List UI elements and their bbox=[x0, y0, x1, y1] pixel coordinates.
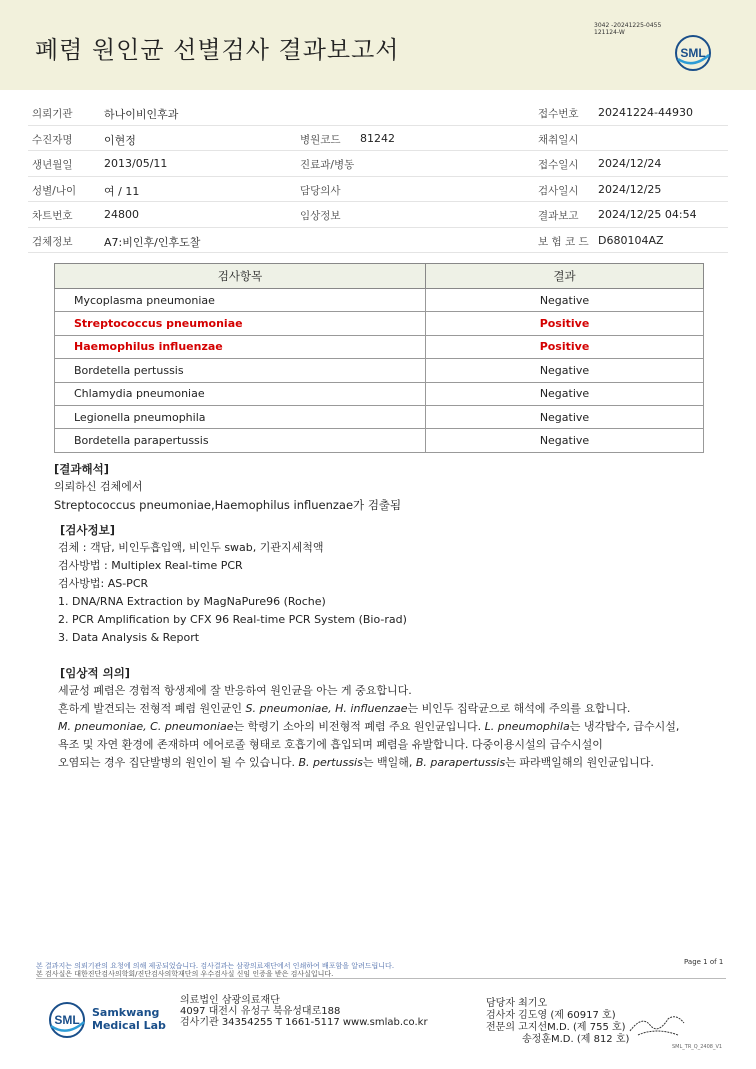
clinical-text: 는 학령기 소아의 비전형적 폐렴 주요 원인균입니다. bbox=[233, 720, 485, 733]
info-value: A7:비인후/인후도찰 bbox=[104, 235, 201, 249]
clinical-heading: [임상적 의의] bbox=[60, 666, 131, 680]
address-line: 4097 대전시 유성구 북유성대로188 bbox=[180, 1006, 341, 1017]
info-value: 이현정 bbox=[104, 133, 136, 147]
info-label: 결과보고 bbox=[538, 210, 579, 222]
info-label: 검체정보 bbox=[32, 235, 73, 248]
interpretation-line2: Streptococcus pneumoniae,Haemophilus influenzae가 검출됨 bbox=[54, 498, 402, 512]
result-row bbox=[55, 312, 704, 335]
result-row bbox=[55, 359, 704, 382]
clinical-text: 흔하게 발견되는 전형적 폐렴 원인균인 bbox=[58, 702, 246, 715]
report-title: 폐렴 원인균 선별검사 결과보고서 bbox=[35, 36, 400, 64]
info-value: 20241224-44930 bbox=[598, 106, 693, 119]
patient-info bbox=[28, 100, 728, 253]
test-result-value: Negative bbox=[426, 289, 704, 312]
test-item-name: Mycoplasma pneumoniae bbox=[55, 289, 426, 312]
info-value: 여 / 11 bbox=[104, 184, 140, 198]
col-header-item: 검사항목 bbox=[55, 264, 426, 289]
address-line: 의료법인 삼광의료재단 bbox=[180, 995, 280, 1006]
result-row bbox=[55, 289, 704, 312]
test-info-line: 3. Data Analysis & Report bbox=[58, 631, 200, 644]
test-info-line: 검체 : 객담, 비인두흡입액, 비인두 swab, 기관지세척액 bbox=[58, 541, 324, 554]
info-label: 생년월일 bbox=[32, 159, 73, 171]
organism-name: S. pneumoniae, H. influenzae bbox=[245, 702, 408, 715]
info-value: 2024/12/24 bbox=[598, 157, 662, 170]
info-value: 하나이비인후과 bbox=[104, 108, 179, 121]
organism-name: B. pertussis bbox=[298, 756, 363, 769]
test-result-value: Negative bbox=[426, 429, 704, 452]
page-number: Page 1 of 1 bbox=[684, 958, 724, 966]
info-value: 2024/12/25 bbox=[598, 182, 662, 196]
info-label: 보 험 코 드 bbox=[538, 235, 589, 248]
info-label: 채취일시 bbox=[538, 133, 579, 146]
info-label: 임상정보 bbox=[300, 210, 341, 222]
document-id-line2: 121124-W bbox=[594, 29, 625, 36]
info-value: 2024/12/25 04:54 bbox=[598, 208, 697, 221]
test-item-name: Bordetella parapertussis bbox=[55, 429, 426, 452]
interpretation-section bbox=[54, 460, 401, 514]
document-id bbox=[594, 22, 661, 36]
test-result-value: Negative bbox=[426, 405, 704, 428]
staff-line: 담당자 최기오 bbox=[486, 998, 548, 1009]
info-row bbox=[28, 126, 728, 152]
organism-name: L. pneumophila bbox=[484, 720, 570, 733]
org-name bbox=[92, 1006, 166, 1032]
info-row bbox=[28, 177, 728, 203]
org-name-line1: Samkwang bbox=[92, 1006, 160, 1019]
test-item-name: Legionella pneumophila bbox=[55, 405, 426, 428]
organism-name: B. parapertussis bbox=[415, 756, 506, 769]
result-row bbox=[55, 382, 704, 405]
staff-line: 전문의 고지선M.D. (제 755 호) bbox=[486, 1022, 626, 1033]
address-line: 검사기관 34354255 T 1661-5117 www.smlab.co.kr bbox=[180, 1017, 428, 1028]
info-label: 진료과/병동 bbox=[300, 159, 355, 171]
result-row bbox=[55, 335, 704, 358]
result-row bbox=[55, 429, 704, 452]
footer-notes bbox=[36, 962, 394, 978]
clinical-line bbox=[58, 718, 679, 736]
staff-list bbox=[486, 998, 629, 1046]
info-label: 접수일시 bbox=[538, 159, 579, 171]
clinical-text: 는 냉각탑수, 급수시설, bbox=[569, 720, 680, 733]
info-value: 81242 bbox=[360, 131, 395, 145]
info-value: 24800 bbox=[104, 208, 139, 221]
test-item-name: Streptococcus pneumoniae bbox=[55, 312, 426, 335]
clinical-line bbox=[58, 700, 679, 718]
organism-name: M. pneumoniae, C. pneumoniae bbox=[58, 720, 234, 733]
document-id-line1: 3042 -20241225-0455 bbox=[594, 22, 662, 29]
sml-logo-icon bbox=[673, 33, 713, 73]
info-label: 병원코드 bbox=[300, 133, 341, 146]
logo-text: SML bbox=[680, 46, 706, 60]
clinical-line: 욕조 및 자연 환경에 존재하며 에어로졸 형태로 호흡기에 흡입되며 폐렴을 유발합니다. 다중이용시설의 급수시설이 bbox=[58, 738, 603, 751]
result-row bbox=[55, 405, 704, 428]
test-info-line: 검사방법 : Multiplex Real-time PCR bbox=[58, 559, 243, 572]
test-info-line: 1. DNA/RNA Extraction by MagNaPure96 (Roche) bbox=[58, 595, 326, 608]
interpretation-heading: [결과해석] bbox=[54, 462, 109, 476]
clinical-text: 는 비인두 집락균으로 해석에 주의를 요합니다. bbox=[407, 702, 631, 715]
staff-line: 검사자 김도영 (제 60917 호) bbox=[486, 1010, 616, 1021]
info-label: 접수번호 bbox=[538, 108, 579, 120]
footer-divider bbox=[36, 978, 726, 979]
test-info-line: 2. PCR Amplification by CFX 96 Real-time PCR System (Bio-rad) bbox=[58, 613, 407, 626]
test-result-value: Negative bbox=[426, 382, 704, 405]
footer-note1: 본 결과지는 의뢰기관의 요청에 의해 제공되었습니다. 검사결과는 삼광의료재단에서 인쇄하여 배포함을 알려드립니다. bbox=[36, 962, 395, 970]
info-label: 담당의사 bbox=[300, 184, 341, 197]
info-label: 의뢰기관 bbox=[32, 108, 73, 120]
footer-logo-text: SML bbox=[54, 1013, 80, 1027]
test-info-line: 검사방법: AS-PCR bbox=[58, 577, 149, 590]
info-value: 2013/05/11 bbox=[104, 157, 168, 170]
test-result-value: Positive bbox=[426, 312, 704, 335]
clinical-text: 오염되는 경우 집단발병의 원인이 될 수 있습니다. bbox=[58, 756, 299, 769]
info-value: D680104AZ bbox=[598, 233, 664, 247]
results-table bbox=[54, 263, 704, 453]
col-header-result: 결과 bbox=[426, 264, 704, 289]
info-label: 검사일시 bbox=[538, 184, 579, 197]
org-address bbox=[180, 995, 428, 1028]
info-row bbox=[28, 151, 728, 177]
clinical-line bbox=[58, 754, 679, 772]
footer-note2: 본 검사실은 대한진단검사의학회/진단검사의학재단의 우수검사실 신임 인증을 받은 검사실입니다. bbox=[36, 970, 334, 978]
clinical-text: 는 백일해, bbox=[362, 756, 416, 769]
sml-footer-logo-icon bbox=[45, 1000, 91, 1040]
clinical-line: 세균성 폐렴은 경험적 항생제에 잘 반응하여 원인균을 아는 게 중요합니다. bbox=[58, 684, 412, 697]
interpretation-line1: 의뢰하신 검체에서 bbox=[54, 480, 143, 493]
test-info-heading: [검사정보] bbox=[60, 523, 115, 537]
org-name-line2: Medical Lab bbox=[92, 1019, 166, 1032]
info-row bbox=[28, 100, 728, 126]
results-header-row bbox=[55, 264, 704, 289]
clinical-section bbox=[58, 664, 679, 772]
signature-icon bbox=[628, 1005, 688, 1045]
clinical-text: 는 파라백일해의 원인균입니다. bbox=[505, 756, 654, 769]
test-info-section bbox=[58, 521, 407, 647]
staff-line: 송정훈M.D. (제 812 호) bbox=[522, 1034, 630, 1045]
info-label: 차트번호 bbox=[32, 210, 73, 222]
info-label: 성별/나이 bbox=[32, 184, 77, 197]
test-item-name: Bordetella pertussis bbox=[55, 359, 426, 382]
test-result-value: Negative bbox=[426, 359, 704, 382]
test-result-value: Positive bbox=[426, 335, 704, 358]
test-item-name: Haemophilus influenzae bbox=[55, 335, 426, 358]
info-row bbox=[28, 202, 728, 228]
info-row bbox=[28, 228, 728, 254]
test-item-name: Chlamydia pneumoniae bbox=[55, 382, 426, 405]
form-code: SML_TR_Q_2408_V1 bbox=[672, 1044, 723, 1050]
info-label: 수진자명 bbox=[32, 133, 73, 146]
